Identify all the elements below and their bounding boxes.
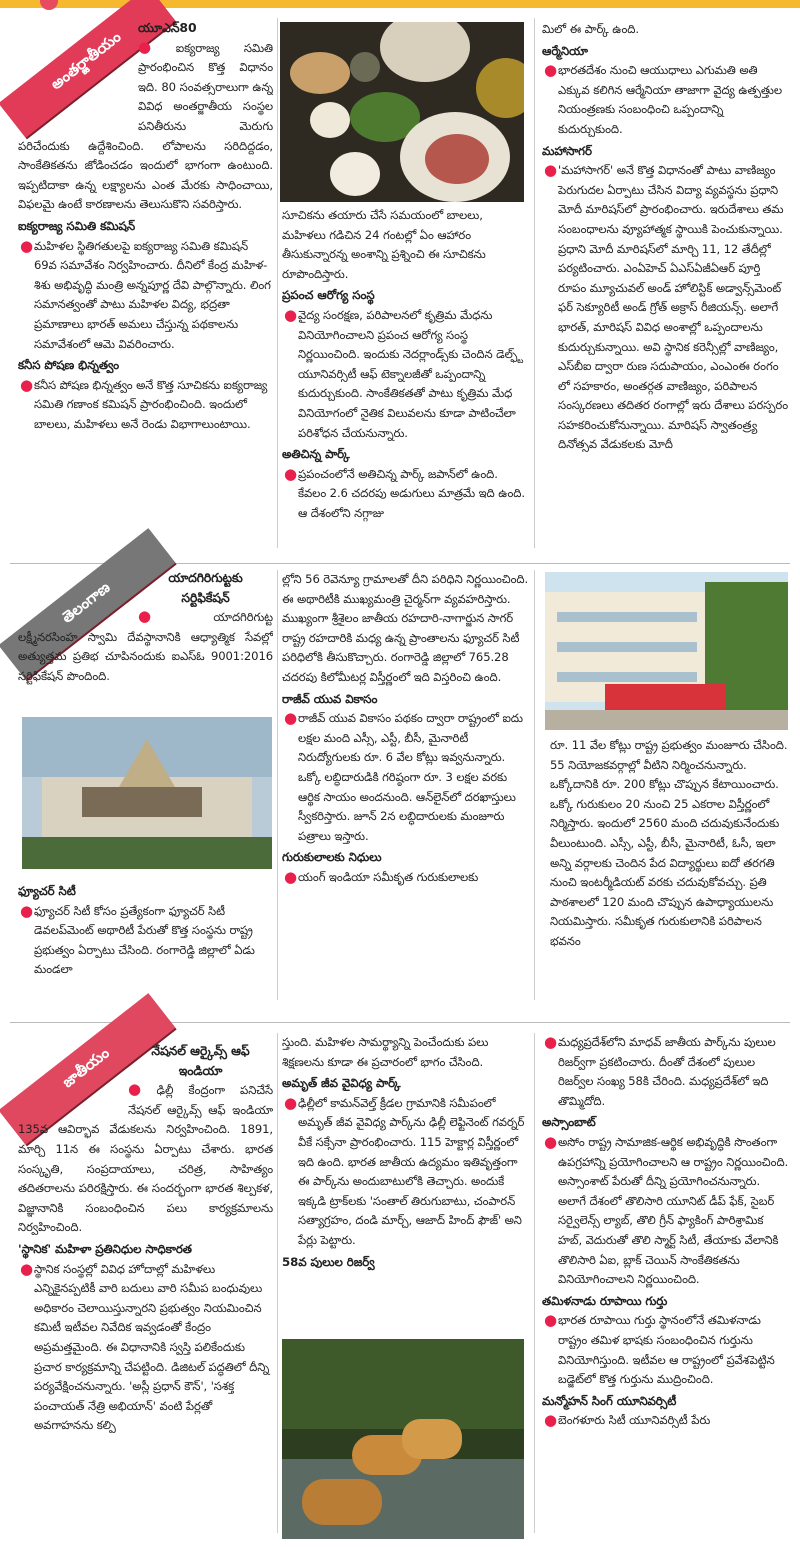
paragraph-text: రాజీవ్ యువ వికాసం పథకం ద్వారా రాష్ట్రంలో ఐదు లక్షల మంది ఎస్సీ, ఎస్టీ, బీసీ, మైనారిటీ నిరుద్యోగులకు రూ. 6 వేల కోట్లు ఇవ్వనున్నారు. ఒక్కో లబ్ధిదారుడికి గరిష్ఠంగా రూ. 3 లక్షల వరకు ఆర్థిక సాయం అందనుంది. ఆన్‌లైన్‌లో దరఖాస్తులు స్వీకరిస్తారు. జూన్ 2న లబ్ధిదారులకు మంజూరు పత్రాలు ఇస్తారు.	[298, 711, 523, 843]
bullet-min-diet	[18, 376, 273, 435]
bullet-mahasagar	[542, 161, 788, 455]
paragraph-text: కనీస పోషణ భిన్నత్వం అనే కొత్త సూచికను ఐక్యరాజ్య సమితి గణాంక కమిషన్ ప్రారంభించింది. ఇందులో బాలలు, మహిళలు అనే రెండు విభాగాలుంటాయి.	[34, 377, 268, 431]
column-3	[542, 20, 788, 556]
paragraph-text: ఢిల్లీ కేంద్రంగా పనిచేసే నేషనల్ ఆర్కైవ్స్ ఆఫ్ ఇండియా 135వ ఆవిర్భావ వేడుకలను నిర్వహించింది. 1891, మార్చి 11న ఈ సంస్థను ఏర్పాటు చేశారు. భారత సంస్కృతి, సంప్రదాయాలు, చరిత్ర, సాహిత్యం తదితరాలను పరిరక్షిస్తారు. ఈ సందర్భంగా భారత శిల్పకళ, విజ్ఞానానికి సంబంధించిన పలు కార్యక్రమాలను నిర్వహించింది.	[18, 1083, 273, 1235]
window-row-shape	[557, 642, 697, 652]
heading-manmohan-univ: మన్మోహన్ సింగ్ యూనివర్సిటీ	[542, 1393, 677, 1408]
bullet-gurukul-funds	[282, 868, 530, 888]
heading-un-commission: ఐక్యరాజ్య సమితి కమిషన్	[18, 218, 136, 233]
bullet-icon: ●	[128, 1080, 153, 1099]
heading-who: ప్రపంచ ఆరోగ్య సంస్థ	[282, 288, 375, 303]
plate-shape	[380, 22, 470, 82]
plate-shape	[350, 52, 380, 82]
section-banner-national: జాతీయం	[0, 993, 175, 1145]
paragraph-text: యంగ్ ఇండియా సమీకృత గురుకులాలకు	[298, 869, 479, 884]
heading-tn-rupee: తమిళనాడు రూపాయి గుర్తు	[542, 1293, 668, 1308]
column-divider	[534, 18, 535, 548]
tiger-photo	[282, 1339, 524, 1539]
heading-yadagirigutta-1: యాదగిరిగుట్టకు	[168, 570, 243, 585]
plate-shape	[330, 152, 380, 196]
bullet-icon: ●	[284, 305, 297, 324]
bullet-icon: ●	[20, 901, 33, 920]
paragraph-national-archives	[18, 1080, 273, 1238]
section-telangana	[10, 563, 790, 1008]
paragraph-text: వైద్య సంరక్షణ, పరిపాలనలో కృత్రిమ మేధను వినియోగించాలని ప్రపంచ ఆరోగ్య సంస్థ నిర్ణయించింది. ఇందుకు నెదర్లాండ్స్‌కు చెందిన డెల్ఫ్ట్ యూనివర్సిటీ ఆఫ్ టెక్నాలజీతో ఒప్పందాన్ని కుదుర్చుకుంది. సాంకేతికతతో పాటు కృత్రిమ మేధ వినియోగంలో నైతిక విలువలను కూడా పాటించేలా పరిశోధన చేయనున్నారు.	[298, 307, 524, 440]
bullet-local-women	[18, 1260, 273, 1436]
heading-min-diet: కనీస పోషణ భిన్నత్వం	[18, 358, 120, 373]
paragraph-text: భారత రూపాయి గుర్తు స్థానంలోనే తమిళనాడు రాష్ట్రం తమిళ భాషకు సంబంధించిన గుర్తును వినియోగిస్తుంది. ఇటీవల ఆ రాష్ట్రంలో ప్రవేశపెట్టిన బడ్జెట్‌లో కొత్త గుర్తును ముద్రించింది.	[558, 1313, 775, 1387]
bullet-un-commission	[18, 237, 273, 355]
paragraph-text: ఢిల్లీలో కామన్‌వెల్త్ క్రీడల గ్రామానికి సమీపంలో అమృత్ జీవ వైవిధ్య పార్క్‌ను ఢిల్లీ లెఫ్టినెంట్ గవర్నర్ వీకే సక్సేనా ప్రారంభించారు. 115 హెక్టార్ల విస్తీర్ణంలో ఇది ఉంది. భారత జాతీయ ఉద్యమం ఇతివృత్తంగా ఈ పార్క్‌ను అందుబాటులోకి తెచ్చారు. అందుకే ఇక్కడి ట్రాక్‌లకు 'సంతాల్ తిరుగుబాటు, చంపారన్ సత్యాగ్రహం, దండి మార్చ్, ఆజాద్ హింద్ ఫౌజ్' అని పేర్లు పెట్టారు.	[298, 1095, 525, 1247]
column-1-bottom	[18, 880, 276, 1000]
bullet-icon: ●	[284, 1093, 297, 1112]
window-row-shape	[557, 612, 697, 622]
bullet-icon: ●	[20, 375, 33, 394]
heading-future-city: ఫ్యూచర్ సిటీ	[18, 884, 76, 898]
column-divider	[534, 1033, 535, 1533]
bullet-rajiv-yuva	[282, 709, 530, 846]
paragraph-text: మధ్యప్రదేశ్‌లోని మాధవ్ జాతీయ పార్క్‌ను పులుల రిజర్వ్‌గా ప్రకటించారు. దీంతో దేశంలో పులుల రిజర్వ్‌ల సంఖ్య 58కి చేరింది. మధ్యప్రదేశ్‌లో ఇది తొమ్మిదోది.	[558, 1035, 776, 1108]
banner-spacer	[18, 18, 138, 128]
column-divider	[277, 18, 278, 548]
heading-national-archives-1: నేషనల్ ఆర్కైవ్స్ ఆఫ్	[151, 1043, 250, 1058]
temple-photo	[22, 717, 272, 869]
heading-yadagirigutta-2: సర్టిఫికేషన్	[181, 589, 230, 605]
bullet-icon: ●	[284, 867, 297, 886]
heading-assamsat: అస్సాంబాట్	[542, 1115, 596, 1130]
bullet-assamsat	[542, 1133, 790, 1290]
bullet-icon: ●	[544, 161, 557, 180]
column-divider	[277, 570, 278, 1000]
bullet-icon: ●	[138, 607, 210, 626]
bullet-icon: ●	[284, 464, 297, 483]
column-2	[282, 206, 528, 551]
paragraph-text: ల్లోని 56 రెవెన్యూ గ్రామాలతో దీని పరిధిని నిర్ణయించింది. ఈ అథారిటీకి ముఖ్యమంత్రి చైర్మన్‌గా వ్యవహరిస్తారు. ముఖ్యంగా శ్రీశైలం జాతీయ రహదారి-నాగార్జున సాగర్ రాష్ట్ర రహదారికి మధ్య ఉన్న ప్రాంతాలను ఫ్యూచర్ సిటీ పరిధిలోకి తీసుకొచ్చారు. రంగారెడ్డి జిల్లాలో 765.28 చదరపు కిలోమీటర్ల విస్తీర్ణంలో ఇది విస్తరించి ఉంది.	[282, 572, 529, 684]
column-3	[542, 1033, 790, 1539]
paragraph-text: యాదగిరిగుట్ట లక్ష్మీనరసింహ స్వామి దేవస్థానానికి ఆధ్యాత్మిక సేవల్లో అత్యుత్తమ ప్రతిభ చూపినందుకు ఐఎస్ఓ 9001:2016 సర్టిఫికేషన్ పొందింది.	[18, 610, 273, 683]
plate-shape	[476, 58, 524, 118]
section-international	[10, 14, 790, 559]
heading-gurukul-funds: గురుకులాలకు నిధులు	[282, 850, 382, 865]
column-3	[550, 736, 790, 1002]
heading-un80: యూఎన్80	[138, 20, 197, 35]
section-banner-international: అంతర్జాతీయం	[0, 0, 175, 138]
paragraph-text: 'మహాసాగర్' అనే కొత్త విధానంతో పాటు వాణిజ్యం పెరుగుదల ఏర్పాటు చేసిన విద్యా వ్యవస్థను ప్రధాని మోదీ మారిషస్‌లో ప్రారంభించారు. ఇరుదేశాలు తమ సంబంధాలను వ్యూహాత్మక స్థాయికి పెంచుకున్నాయి. ప్రధాని మోదీ మారిషస్‌లో మార్చి 11, 12 తేదీల్లో పర్యటించారు. ఎంఏహెచ్ ఏఎస్ఏజీఏఆర్ పూర్తి రూపం మ్యూచువల్ అండ్ హోలిస్టిక్ అడ్వాన్స్‌మెంట్ ఫర్ సెక్యూరిటీ అండ్ గ్రోత్ అక్రాస్ రీజియన్స్. అలాగే భారత్, మారిషస్ వివిధ అంశాల్లో ఒప్పందాలను కుదుర్చుకున్నాయి. అవి స్థానిక కరెన్సీల్లో వాణిజ్యం, ఎస్‌బీఐ ద్వారా రుణ సదుపాయం, ఎంఎంఈ రంగం లో సహకారం, అంతర్గత వాణిజ్యం, పరిపాలన సంస్కరణలు తదితర రంగాల్లో ఇరు దేశాలు పరస్పరం సహకరించుకోనున్నాయి. మారిషస్ స్వాతంత్ర్య దినోత్సవ వేడుకలకు మోదీ	[558, 163, 788, 452]
tiger-shape	[402, 1419, 462, 1459]
bullet-amrit-park	[282, 1094, 530, 1251]
ground-shape	[545, 710, 788, 730]
column-1	[18, 18, 273, 554]
heading-rajiv-yuva: రాజీవ్ యువ వికాసం	[282, 691, 378, 706]
bullet-icon: ●	[138, 37, 172, 56]
column-divider	[534, 570, 535, 1000]
stairs-shape	[605, 684, 725, 710]
column-1	[18, 1041, 273, 1541]
paragraph-text: మిలో ఈ పార్క్ ఉంది.	[542, 22, 639, 36]
paragraph-text: బెంగళూరు సిటీ యూనివర్సిటీ పేరు	[558, 1413, 711, 1428]
plate-shape	[290, 52, 350, 94]
column-divider	[277, 1033, 278, 1533]
bullet-icon: ●	[20, 236, 33, 255]
heading-amrit-park: అమృత్ జీవ వైవిధ్య పార్క్	[282, 1076, 401, 1091]
paragraph-text: ఐక్యరాజ్య సమితి ప్రారంభించిన కొత్త విధానం ఇది. 80 సంవత్సరాలుగా ఉన్న వివిధ అంతర్జాతీయ సంస్థల పనితీరును మెరుగు పరిచేందుకు ఉద్దేశించింది. లోపాలను సరిదిద్దడం, సాంకేతికతను జోడించడం ఇందులో భాగంగా ఉంటుంది. ఇప్పటిదాకా ఉన్న లక్ష్యాలను ఎంత మేరకు సాధించాయి, విఫలమై ఉంటే కారణాలను తెలుసుకొని సవరిస్తారు.	[18, 40, 273, 212]
bullet-manmohan-univ	[542, 1411, 790, 1431]
paragraph-text: స్థానిక సంస్థల్లో వివిధ హోదాల్లో మహిళలు ఎన్నికైనప్పటికీ వారి బదులు వారి సమీప బంధువులు అధికారం చెలాయిస్తున్నారని ప్రభుత్వం నియమించిన కమిటీ ఇటీవల నివేదిక ఇవ్వడంతో కేంద్రం అప్రమత్తమైంది. ఈ విధానానికి స్వస్తి పలికేందుకు ప్రచార కార్యక్రమాన్ని చేపట్టింది. డిజిటల్ పద్ధతిలో దీన్ని పర్యవేక్షించనున్నారు. 'అస్లీ ప్రధాన్ కౌన్', 'సశక్త పంచాయత్ నేత్రి అభియాన్' వంటి పేర్లతో అవగాహనను కల్పి	[34, 1261, 270, 1433]
heading-mahasagar: మహాసాగర్	[542, 143, 592, 158]
bullet-icon: ●	[544, 1411, 557, 1430]
paragraph-text: సూచికను తయారు చేసే సమయంలో బాలలు, మహిళలు గడిచిన 24 గంటల్లో ఏం ఆహారం తీసుకున్నారన్న అంశాన్ని ప్రశ్నించి ఈ సూచికను రూపొందిస్తారు.	[282, 208, 486, 281]
banner-spacer	[18, 568, 138, 620]
bullet-icon: ●	[544, 1132, 557, 1151]
heading-armenia: ఆర్మేనియా	[542, 43, 588, 58]
banner-spacer	[18, 1041, 128, 1103]
bullet-icon: ●	[284, 709, 297, 728]
bullet-madhav-park	[542, 1033, 790, 1111]
bullet-icon: ●	[20, 1259, 33, 1278]
column-2	[282, 1033, 530, 1335]
column-1-top	[18, 568, 273, 688]
bullet-small-park	[282, 465, 528, 524]
top-marker	[40, 0, 58, 10]
bullet-icon: ●	[544, 1033, 557, 1051]
paragraph-text: మహిళల స్థితిగతులపై ఐక్యరాజ్య సమితి కమిషన్ 69వ సమావేశం నిర్వహించారు. దీనిలో కేంద్ర మహిళ-శిశు అభివృద్ధి మంత్రి అన్నపూర్ణ దేవి పాల్గొన్నారు. లింగ సమానత్వంతో పాటు మహిళల విద్య, భద్రతా ప్రమాణాలు భారత్ అమలు చేస్తున్న పథకాలను సమావేశంలో ఆమె వివరించారు.	[34, 238, 271, 351]
column-2	[282, 570, 530, 1002]
section-banner-telangana: తెలంగాణ	[0, 528, 175, 680]
paragraph-text: రూ. 11 వేల కోట్లు రాష్ట్ర ప్రభుత్వం మంజూరు చేసింది. 55 నియోజకవర్గాల్లో వీటిని నిర్మించనున్నారు. ఒక్కోదానికి రూ. 200 కోట్లు చొప్పున కేటాయించారు. ఒక్కో గురుకులం 20 నుంచి 25 ఎకరాల విస్తీర్ణంలో నిర్మిస్తారు. ఇందులో 2560 మంది చదువుకునేందుకు వీలుంటుంది. ఎస్సీ, ఎస్టీ, బీసీ, మైనారిటీ, ఓసీ, ఇలా అన్ని వర్గాలకు చెందిన పేద విద్యార్థులు ఐదో తరగతి నుంచి ఇంటర్మీడియట్ వరకు చదువుకోవచ్చు. ప్రతి పాఠశాలలో 120 మంది చొప్పున ఉపాధ్యాయులను నియమిస్తారు. సమీకృత గురుకులానికి పరిపాలన భవనం	[550, 738, 788, 948]
plate-shape	[425, 134, 489, 184]
bullet-future-city	[18, 902, 276, 980]
bullet-icon: ●	[544, 1311, 557, 1330]
wall-shape	[82, 787, 202, 817]
paragraph-text: అసోం రాష్ట్ర సామాజిక-ఆర్థిక అభివృద్ధికి సొంతంగా ఉపగ్రహాన్ని ప్రయోగించాలని ఆ రాష్ట్రం నిర్ణయించింది. అస్సాంశాట్ పేరుతో దీన్ని ప్రయోగించనున్నారు. అలాగే దేశంలో తొలిసారి యూనిట్ డీప్ ఫేక్, సైబర్ సర్వైలెన్స్ ల్యాబ్, తొలి గ్రీన్ ఫ్యాకింగ్ పారిశ్రామిక హబ్, వెదురుతో తొలి స్మార్ట్ సిటీ, తేయాకు వేలానికి తొలిసారి ఏఐ, బ్లాక్ చెయిన్ సాంకేతికతను వినియోగించాలని నిర్ణయించింది.	[558, 1134, 789, 1287]
bullet-armenia	[542, 61, 788, 139]
plate-shape	[310, 102, 350, 138]
window-row-shape	[557, 672, 697, 682]
bullet-tn-rupee	[542, 1311, 790, 1389]
heading-tiger-reserve: 58వ పులుల రిజర్వ్	[282, 1254, 375, 1269]
tiger-shape	[302, 1479, 382, 1525]
school-photo	[545, 572, 788, 730]
heading-small-park: అతిచిన్న పార్క్	[282, 447, 350, 462]
bullet-who	[282, 306, 528, 443]
foliage-shape	[282, 1339, 524, 1429]
bullet-icon: ●	[544, 61, 557, 80]
paragraph-text: స్తుంది. మహిళల సామర్థ్యాన్ని పెంచేందుకు పలు శిక్షణలను కూడా ఈ ప్రచారంలో భాగం చేసింది.	[282, 1035, 489, 1069]
paragraph-text: భారతదేశం నుంచి ఆయుధాలు ఎగుమతి అతి ఎక్కువ కలిగిన ఆర్మేనియా తాజాగా వైద్య ఉత్పత్తుల నియంత్రణకు సంబంధించి ఒప్పందాన్ని కుదుర్చుకుంది.	[558, 63, 782, 136]
food-photo	[280, 22, 524, 202]
paragraph-text: ప్రపంచంలోనే అతిచిన్న పార్క్ జపాన్‌లో ఉంది. కేవలం 2.6 చదరపు అడుగులు మాత్రమే ఇది ఉంది. ఆ దేశంలోని నగ్గాజు	[298, 466, 525, 520]
ground-shape	[22, 837, 272, 869]
heading-local-women: 'స్థానిక' మహిళా ప్రతినిధుల సాధికారత	[18, 1241, 192, 1256]
paragraph-text: ఫ్యూచర్ సిటీ కోసం ప్రత్యేకంగా ఫ్యూచర్ సిటీ డెవలప్‌మెంట్ అథారిటీ పేరుతో కొత్త సంస్థను రాష్ట్ర ప్రభుత్వం ఏర్పాటు చేసింది. రంగారెడ్డి జిల్లాలో ఏడు మండలా	[34, 903, 255, 977]
heading-national-archives-2: ఇండియా	[178, 1062, 223, 1078]
section-national	[10, 1022, 790, 1542]
